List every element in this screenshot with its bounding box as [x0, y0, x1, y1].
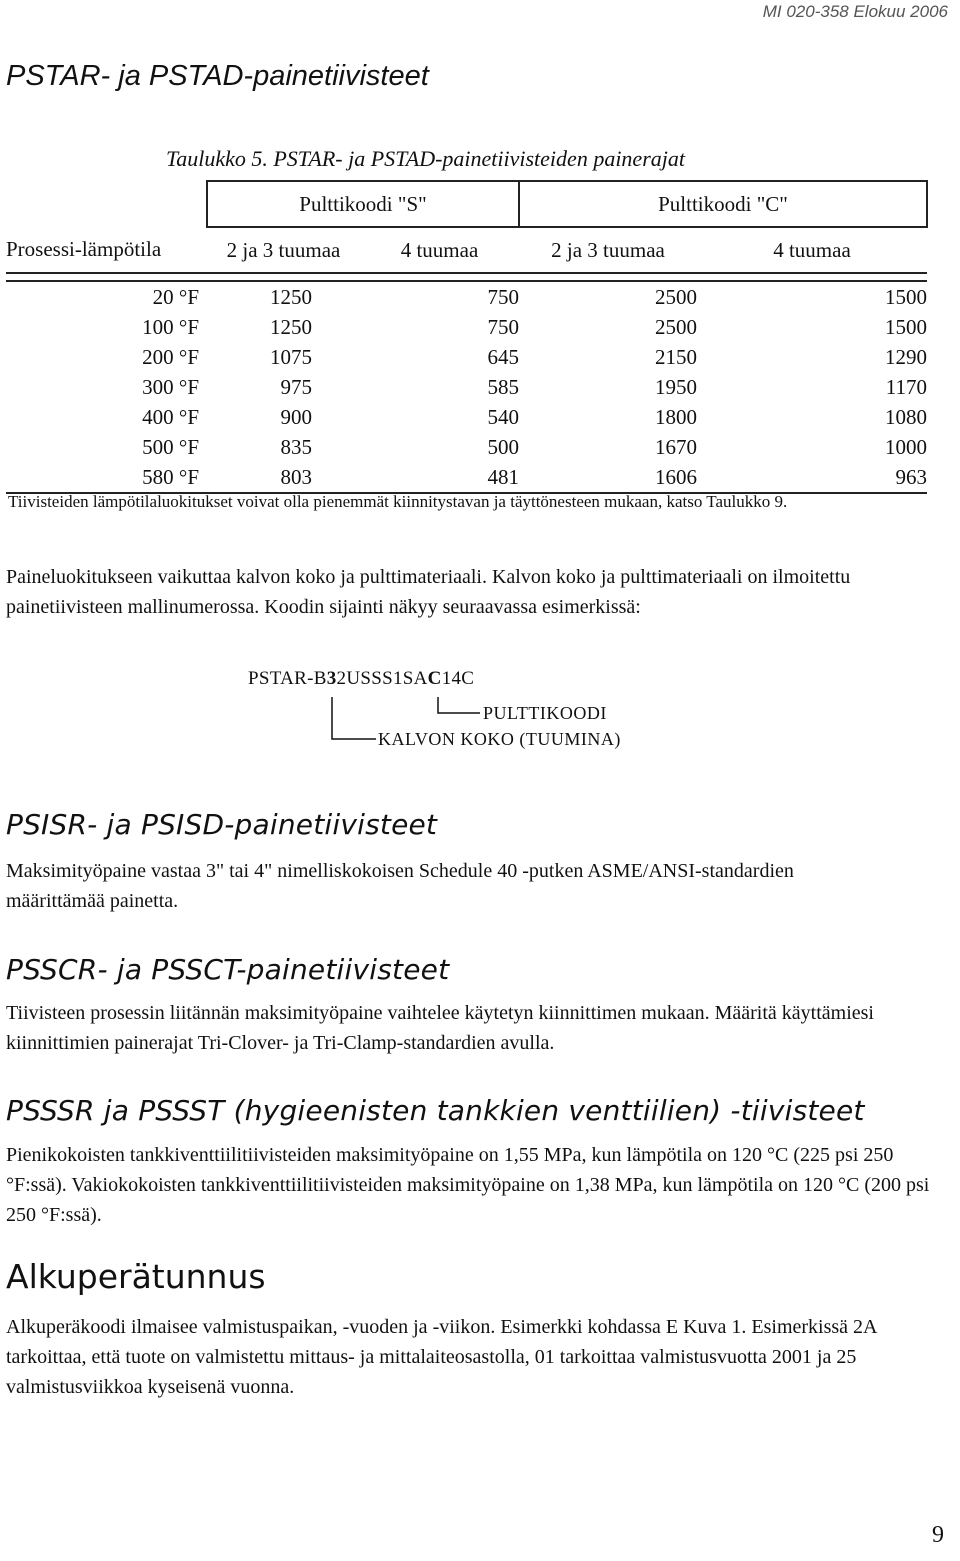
value-cell: 750: [487, 285, 519, 309]
value-cell: 1500: [885, 285, 927, 309]
table-row: [6, 402, 927, 432]
table-caption: Taulukko 5. PSTAR- ja PSTAD-painetiivisteiden painerajat: [166, 146, 685, 171]
temperature-cell: 20 °F: [152, 285, 199, 309]
value-cell: 1080: [885, 405, 927, 429]
temperature-cell: 200 °F: [142, 345, 199, 369]
value-cell: 1075: [269, 345, 312, 369]
group-header-bolt-s: Pulttikoodi "S": [207, 181, 519, 227]
value-cell: 900: [280, 405, 312, 429]
value-cell: 540: [487, 405, 519, 429]
value-cell: 585: [487, 375, 519, 399]
table-group-header-row: [6, 181, 927, 227]
section-title-psssr: PSSSR ja PSSST (hygieenisten tankkien venttiilien) -tiivisteet: [6, 1094, 865, 1127]
model-code-part: 14C: [441, 668, 475, 689]
page-title: PSTAR- ja PSTAD-painetiivisteet: [6, 60, 429, 92]
page-number: 9: [932, 1522, 944, 1548]
value-cell: 1950: [655, 375, 697, 399]
value-cell: 2150: [655, 345, 697, 369]
section-text-psisr: Maksimityöpaine vastaa 3" tai 4" nimelliskokoisen Schedule 40 -putken ASME/ANSI-standardien määrittämää painetta.: [6, 860, 794, 912]
model-code-part: PSTAR-B: [248, 668, 327, 689]
section-title-psisr: PSISR- ja PSISD-painetiivisteet: [6, 808, 438, 841]
size-callout-line: [332, 697, 376, 739]
diaphragm-size-label: KALVON KOKO (TUUMINA): [378, 729, 621, 749]
model-code-bolt-letter: C: [427, 668, 442, 689]
pressure-limits-table: [6, 180, 928, 494]
value-cell: 500: [487, 435, 519, 459]
intro-paragraph: Paineluokitukseen vaikuttaa kalvon koko ja pulttimateriaali. Kalvon koko ja pulttimateriaali on ilmoitettu painetiivisteen mallinumerossa. Koodin sijainti näkyy seuraavassa esimerkissä:: [6, 566, 851, 618]
value-cell: 750: [487, 315, 519, 339]
table-row: [6, 342, 927, 372]
col-header-temperature: Prosessi-lämpötila: [6, 237, 162, 261]
value-cell: 975: [280, 375, 312, 399]
value-cell: 1170: [885, 375, 927, 399]
value-cell: 481: [360, 462, 519, 493]
value-cell: 963: [697, 462, 927, 493]
temperature-cell: 580 °F: [6, 462, 207, 493]
value-cell: 1290: [885, 345, 927, 369]
temperature-cell: 500 °F: [142, 435, 199, 459]
temperature-cell: 100 °F: [142, 315, 199, 339]
table-row: [6, 372, 927, 402]
section-text-origin: Alkuperäkoodi ilmaisee valmistuspaikan, -vuoden ja -viikon. Esimerkki kohdassa E Kuva 1. Esimerkissä 2A tarkoittaa, että tuote on valmistettu mittaus- ja mittalaiteosastolla, 01 tarkoittaa valmistusvuotta 2001 ja 25 valmistusviikkoa kyseisenä vuonna.: [6, 1316, 877, 1398]
model-code-example: [248, 668, 474, 690]
section-title-origin: Alkuperätunnus: [6, 1257, 266, 1296]
value-cell: 1606: [519, 462, 697, 493]
value-cell: 1000: [885, 435, 927, 459]
value-cell: 803: [207, 462, 360, 493]
value-cell: 1800: [655, 405, 697, 429]
col-header-c-4-inch: 4 tuumaa: [773, 237, 851, 262]
section-text-psscr: Tiivisteen prosessin liitännän maksimityöpaine vaihtelee käytetyn kiinnittimen mukaan. Määritä käyttämiesi kiinnittimien painerajat Tri-Clover- ja Tri-Clamp-standardien avulla.: [6, 1002, 874, 1054]
table-column-header-row: [6, 227, 927, 273]
group-header-bolt-c: Pulttikoodi "C": [519, 181, 927, 227]
header-divider: [6, 273, 927, 281]
table-row: [6, 462, 927, 493]
table-row: [6, 432, 927, 462]
temperature-cell: 400 °F: [142, 405, 199, 429]
value-cell: 1250: [269, 315, 312, 339]
value-cell: 645: [487, 345, 519, 369]
model-code-size-digit: 3: [326, 668, 337, 689]
temperature-cell: 300 °F: [142, 375, 199, 399]
bolt-callout-line: [438, 697, 480, 713]
col-header-c-2-3-inch: 2 ja 3 tuumaa: [551, 237, 665, 262]
value-cell: 835: [280, 435, 312, 459]
value-cell: 2500: [655, 285, 697, 309]
bolt-code-label: PULTTIKOODI: [483, 703, 607, 723]
section-text-psssr: Pienikokoisten tankkiventtiilitiivisteiden maksimityöpaine on 1,55 MPa, kun lämpötila on 120 °C (225 psi 250 °F:ssä). Vakiokokoisten tankkiventtiilitiivisteiden maksimityöpaine on 1,38 MPa, kun lämpötila on 120 °C (200 psi 250 °F:ssä).: [6, 1144, 930, 1226]
table-note: Tiivisteiden lämpötilaluokitukset voivat olla pienemmät kiinnitystavan ja täyttönesteen mukaan, katso Taulukko 9.: [8, 492, 788, 511]
value-cell: 1500: [885, 315, 927, 339]
document-code: MI 020-358 Elokuu 2006: [762, 2, 948, 21]
col-header-s-4-inch: 4 tuumaa: [400, 237, 479, 262]
value-cell: 2500: [655, 315, 697, 339]
section-title-psscr: PSSCR- ja PSSCT-painetiivisteet: [6, 953, 450, 986]
model-code-part: 2USSS1SA: [336, 668, 428, 689]
col-header-s-2-3-inch: 2 ja 3 tuumaa: [226, 237, 341, 262]
value-cell: 1670: [655, 435, 697, 459]
value-cell: 1250: [269, 285, 312, 309]
table-row: [6, 281, 927, 312]
table-row: [6, 312, 927, 342]
